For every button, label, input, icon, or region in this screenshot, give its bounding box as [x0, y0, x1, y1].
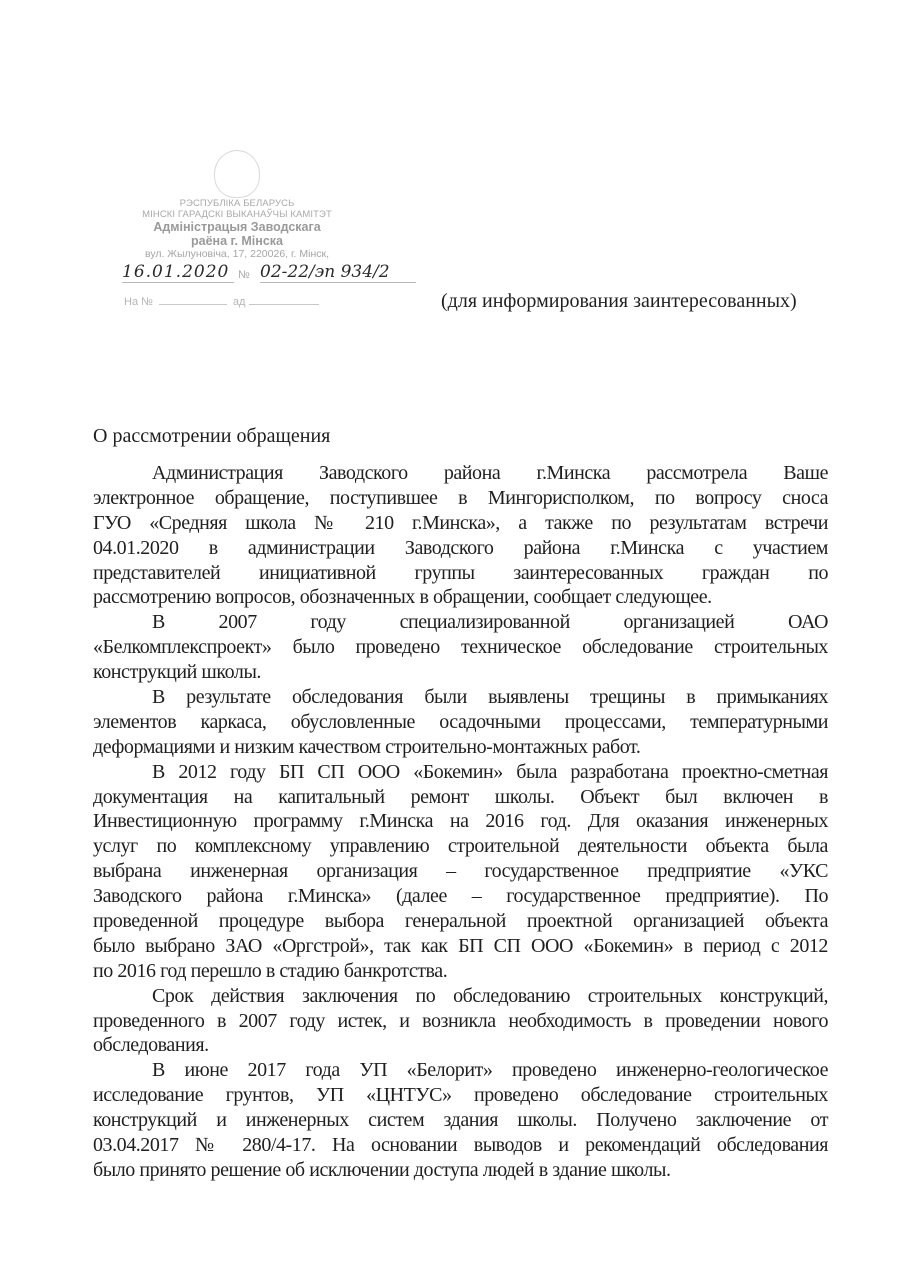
body-line: по 2016 год перешло в стадию банкротства. [93, 959, 448, 982]
body-line: ГУО «Средняя школа № 210 г.Минска», а также по результатам встречи [93, 511, 828, 534]
letterhead-administration: Адміністрацыя Заводскага [153, 220, 321, 234]
body-line: услуг по комплексному управлению строительной деятельности объекта была [93, 835, 828, 858]
body-line: Заводского района г.Минска» (далее – государственное предприятие). По [93, 885, 828, 908]
body-line: проведенной процедуре выбора генеральной проектной организацией объекта [93, 910, 828, 933]
body-line: В 2012 году БП СП ООО «Бокемин» была разработана проектно-сметная [152, 760, 828, 783]
reference-date-blank [249, 304, 319, 305]
body-line: было принято решение об исключении доступа людей в здание школы. [93, 1158, 671, 1181]
body-line: элементов каркаса, обусловленные осадочными процессами, температурными [93, 710, 828, 733]
letterhead-address: вул. Жылуновіча, 17, 220026, г. Мінск, [144, 248, 330, 260]
body-line: проведенного в 2007 году истек, и возникла необходимость в проведении нового [93, 1009, 828, 1032]
reference-label: На № [124, 296, 153, 308]
registration-date: 16.01.2020 [122, 262, 234, 283]
body-line: обследования. [93, 1034, 209, 1057]
body-line: электронное обращение, поступившее в Мингорисполком, по вопросу сноса [93, 486, 828, 509]
body-line: конструкций и инженерных систем здания школы. Получено заключение от [93, 1109, 828, 1132]
body-line: Администрация Заводского района г.Минска рассмотрела Ваше [152, 462, 828, 484]
subject-heading: О рассмотрении обращения [93, 425, 331, 447]
body-line: Срок действия заключения по обследованию строительных конструкций, [152, 984, 828, 1007]
reference-line [124, 296, 319, 308]
body-line: «Белкомплекспроект» было проведено техническое обследование строительных [93, 636, 828, 659]
letterhead-committee: МІНСКІ ГАРАДСКІ ВЫКАНАЎЧЫ КАМІТЭТ [142, 209, 332, 220]
body-line: исследование грунтов, УП «ЦНТУС» проведено обследование строительных [93, 1084, 828, 1107]
letterhead-country: РЭСПУБЛІКА БЕЛАРУСЬ [179, 198, 295, 209]
body-line: В июне 2017 года УП «Белорит» проведено инженерно-геологическое [152, 1059, 828, 1082]
body-line: выбрана инженерная организация – государственное предприятие «УКС [93, 860, 828, 883]
body-line: В 2007 году специализированной организацией ОАО [152, 611, 828, 634]
registration-number: 02-22/эп 934/2 [260, 262, 416, 283]
reference-blank [159, 304, 227, 305]
registration-line [120, 262, 440, 288]
body-line: было выбрано ЗАО «Оргстрой», так как БП СП ООО «Бокемин» в период с 2012 [93, 934, 828, 957]
body-line: документация на капитальный ремонт школы. Объект был включен в [93, 785, 828, 808]
coat-of-arms-emblem-icon [214, 150, 260, 198]
letter-body [93, 461, 828, 1183]
body-line: конструкций школы. [93, 661, 261, 684]
recipient: (для информирования заинтересованных) [441, 290, 797, 312]
body-line: рассмотрению вопросов, обозначенных в обращении, сообщает следующее. [93, 586, 712, 609]
letterhead [112, 150, 362, 261]
reference-from-label: ад [232, 296, 246, 308]
body-line: 03.04.2017 № 280/4-17. На основании выводов и рекомендаций обследования [93, 1134, 828, 1157]
body-line: деформациями и низким качеством строительно-монтажных работ. [93, 735, 641, 758]
body-line: Инвестиционную программу г.Минска на 2016 год. Для оказания инженерных [93, 810, 828, 833]
body-line: 04.01.2020 в администрации Заводского района г.Минска с участием [93, 536, 828, 559]
registration-number-label: № [238, 269, 250, 281]
body-line: представителей инициативной группы заинтересованных граждан по [93, 561, 828, 584]
body-line: В результате обследования были выявлены трещины в примыканиях [152, 686, 828, 709]
letterhead-district: раёна г. Мінска [190, 234, 283, 248]
